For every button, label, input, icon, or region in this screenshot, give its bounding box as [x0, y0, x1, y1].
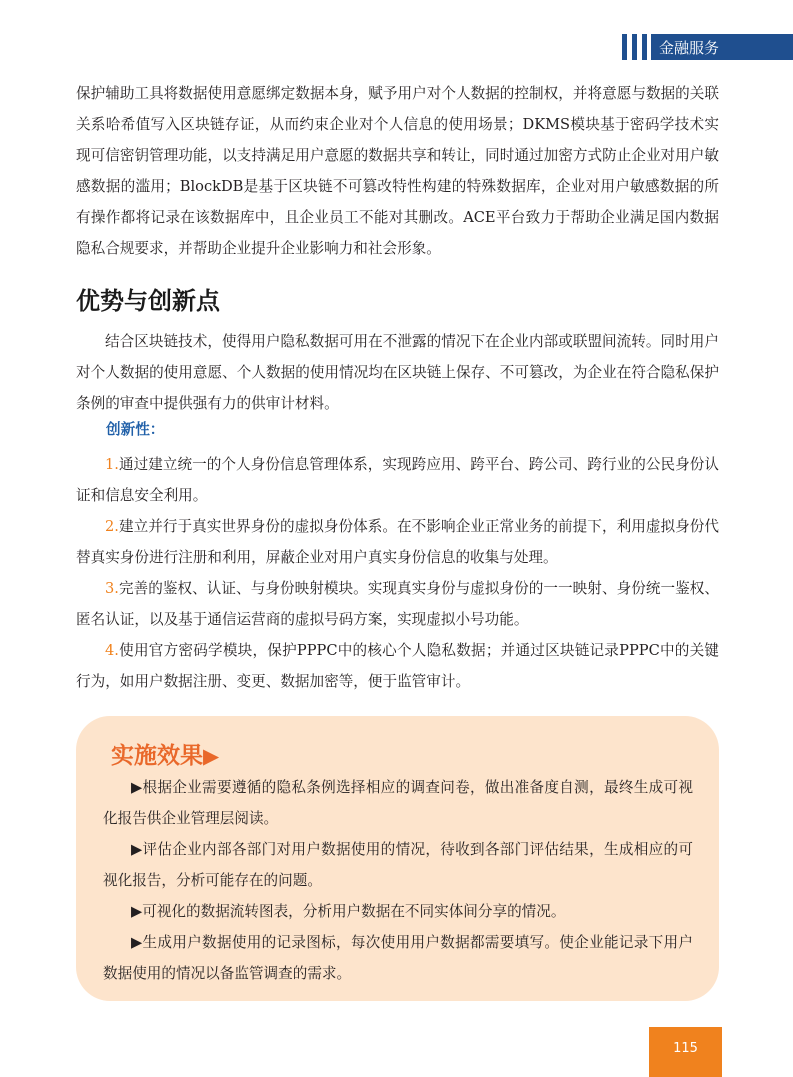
header-stripe: [632, 34, 637, 60]
innovation-item: [76, 573, 719, 635]
effect-item: [103, 896, 693, 927]
innovation-item: [76, 511, 719, 573]
section-title: 金融服务: [651, 34, 793, 60]
item-text: 通过建立统一的个人身份信息管理体系，实现跨应用、跨平台、跨公司、跨行业的公民身份认证和信息安全利用。: [76, 456, 719, 504]
item-text: 完善的鉴权、认证、与身份映射模块。实现真实身份与虚拟身份的一一映射、身份统一鉴权、匿名认证，以及基于通信运营商的虚拟号码方案，实现虚拟小号功能。: [76, 580, 719, 628]
triangle-bullet-icon: ▶: [131, 934, 143, 951]
item-number: 1.: [105, 456, 119, 473]
effect-text: 生成用户数据使用的记录图标，每次使用用户数据都需要填写。使企业能记录下用户数据使用的情况以备监管调查的需求。: [103, 934, 693, 982]
effects-heading: [111, 737, 219, 770]
effect-text: 评估企业内部各部门对用户数据使用的情况，待收到各部门评估结果，生成相应的可视化报告，分析可能存在的问题。: [103, 841, 693, 889]
triangle-bullet-icon: ▶: [131, 841, 143, 858]
effects-title: 实施效果: [111, 743, 203, 769]
header-stripe: [642, 34, 647, 60]
item-text: 使用官方密码学模块，保护PPPC中的核心个人隐私数据；并通过区块链记录PPPC中的关键行为，如用户数据注册、变更、数据加密等，便于监管审计。: [76, 642, 719, 690]
page-number: 115: [649, 1027, 722, 1077]
triangle-icon: ▶: [203, 744, 220, 768]
effect-text: 根据企业需要遵循的隐私条例选择相应的调查问卷，做出准备度自测，最终生成可视化报告供企业管理层阅读。: [103, 779, 693, 827]
innovation-item: [76, 449, 719, 511]
effects-list: [103, 772, 693, 989]
innovation-item: [76, 635, 719, 697]
advantages-paragraph: 结合区块链技术，使得用户隐私数据可用在不泄露的情况下在企业内部或联盟间流转。同时用户对个人数据的使用意愿、个人数据的使用情况均在区块链上保存、不可篡改，为企业在符合隐私保护条例的审查中提供强有力的供审计材料。: [76, 333, 719, 412]
header-stripe: [622, 34, 627, 60]
item-text: 建立并行于真实世界身份的虚拟身份体系。在不影响企业正常业务的前提下，利用虚拟身份代替真实身份进行注册和利用，屏蔽企业对用户真实身份信息的收集与处理。: [76, 518, 719, 566]
item-number: 2.: [105, 518, 119, 535]
effect-text: 可视化的数据流转图表，分析用户数据在不同实体间分享的情况。: [142, 903, 566, 920]
triangle-bullet-icon: ▶: [131, 903, 143, 920]
effect-item: [103, 927, 693, 989]
innovation-label: 创新性：: [106, 421, 165, 438]
innovation-list: [76, 449, 719, 697]
effect-item: [103, 772, 693, 834]
intro-paragraph: 保护辅助工具将数据使用意愿绑定数据本身，赋予用户对个人数据的控制权，并将意愿与数据的关联关系哈希值写入区块链存证，从而约束企业对个人信息的使用场景；DKMS模块基于密码学技术实现可信密钥管理功能，以支持满足用户意愿的数据共享和转让，同时通过加密方式防止企业对用户敏感数据的滥用；BlockDB是基于区块链不可篡改特性构建的特殊数据库，企业对用户敏感数据的所有操作都将记录在该数据库中，且企业员工不能对其删改。ACE平台致力于帮助企业满足国内数据隐私合规要求，并帮助企业提升企业影响力和社会形象。: [76, 85, 719, 257]
triangle-bullet-icon: ▶: [131, 779, 143, 796]
item-number: 3.: [105, 580, 119, 597]
advantages-heading: 优势与创新点: [76, 287, 220, 315]
section-header: [622, 34, 793, 60]
item-number: 4.: [105, 642, 119, 659]
effect-item: [103, 834, 693, 896]
